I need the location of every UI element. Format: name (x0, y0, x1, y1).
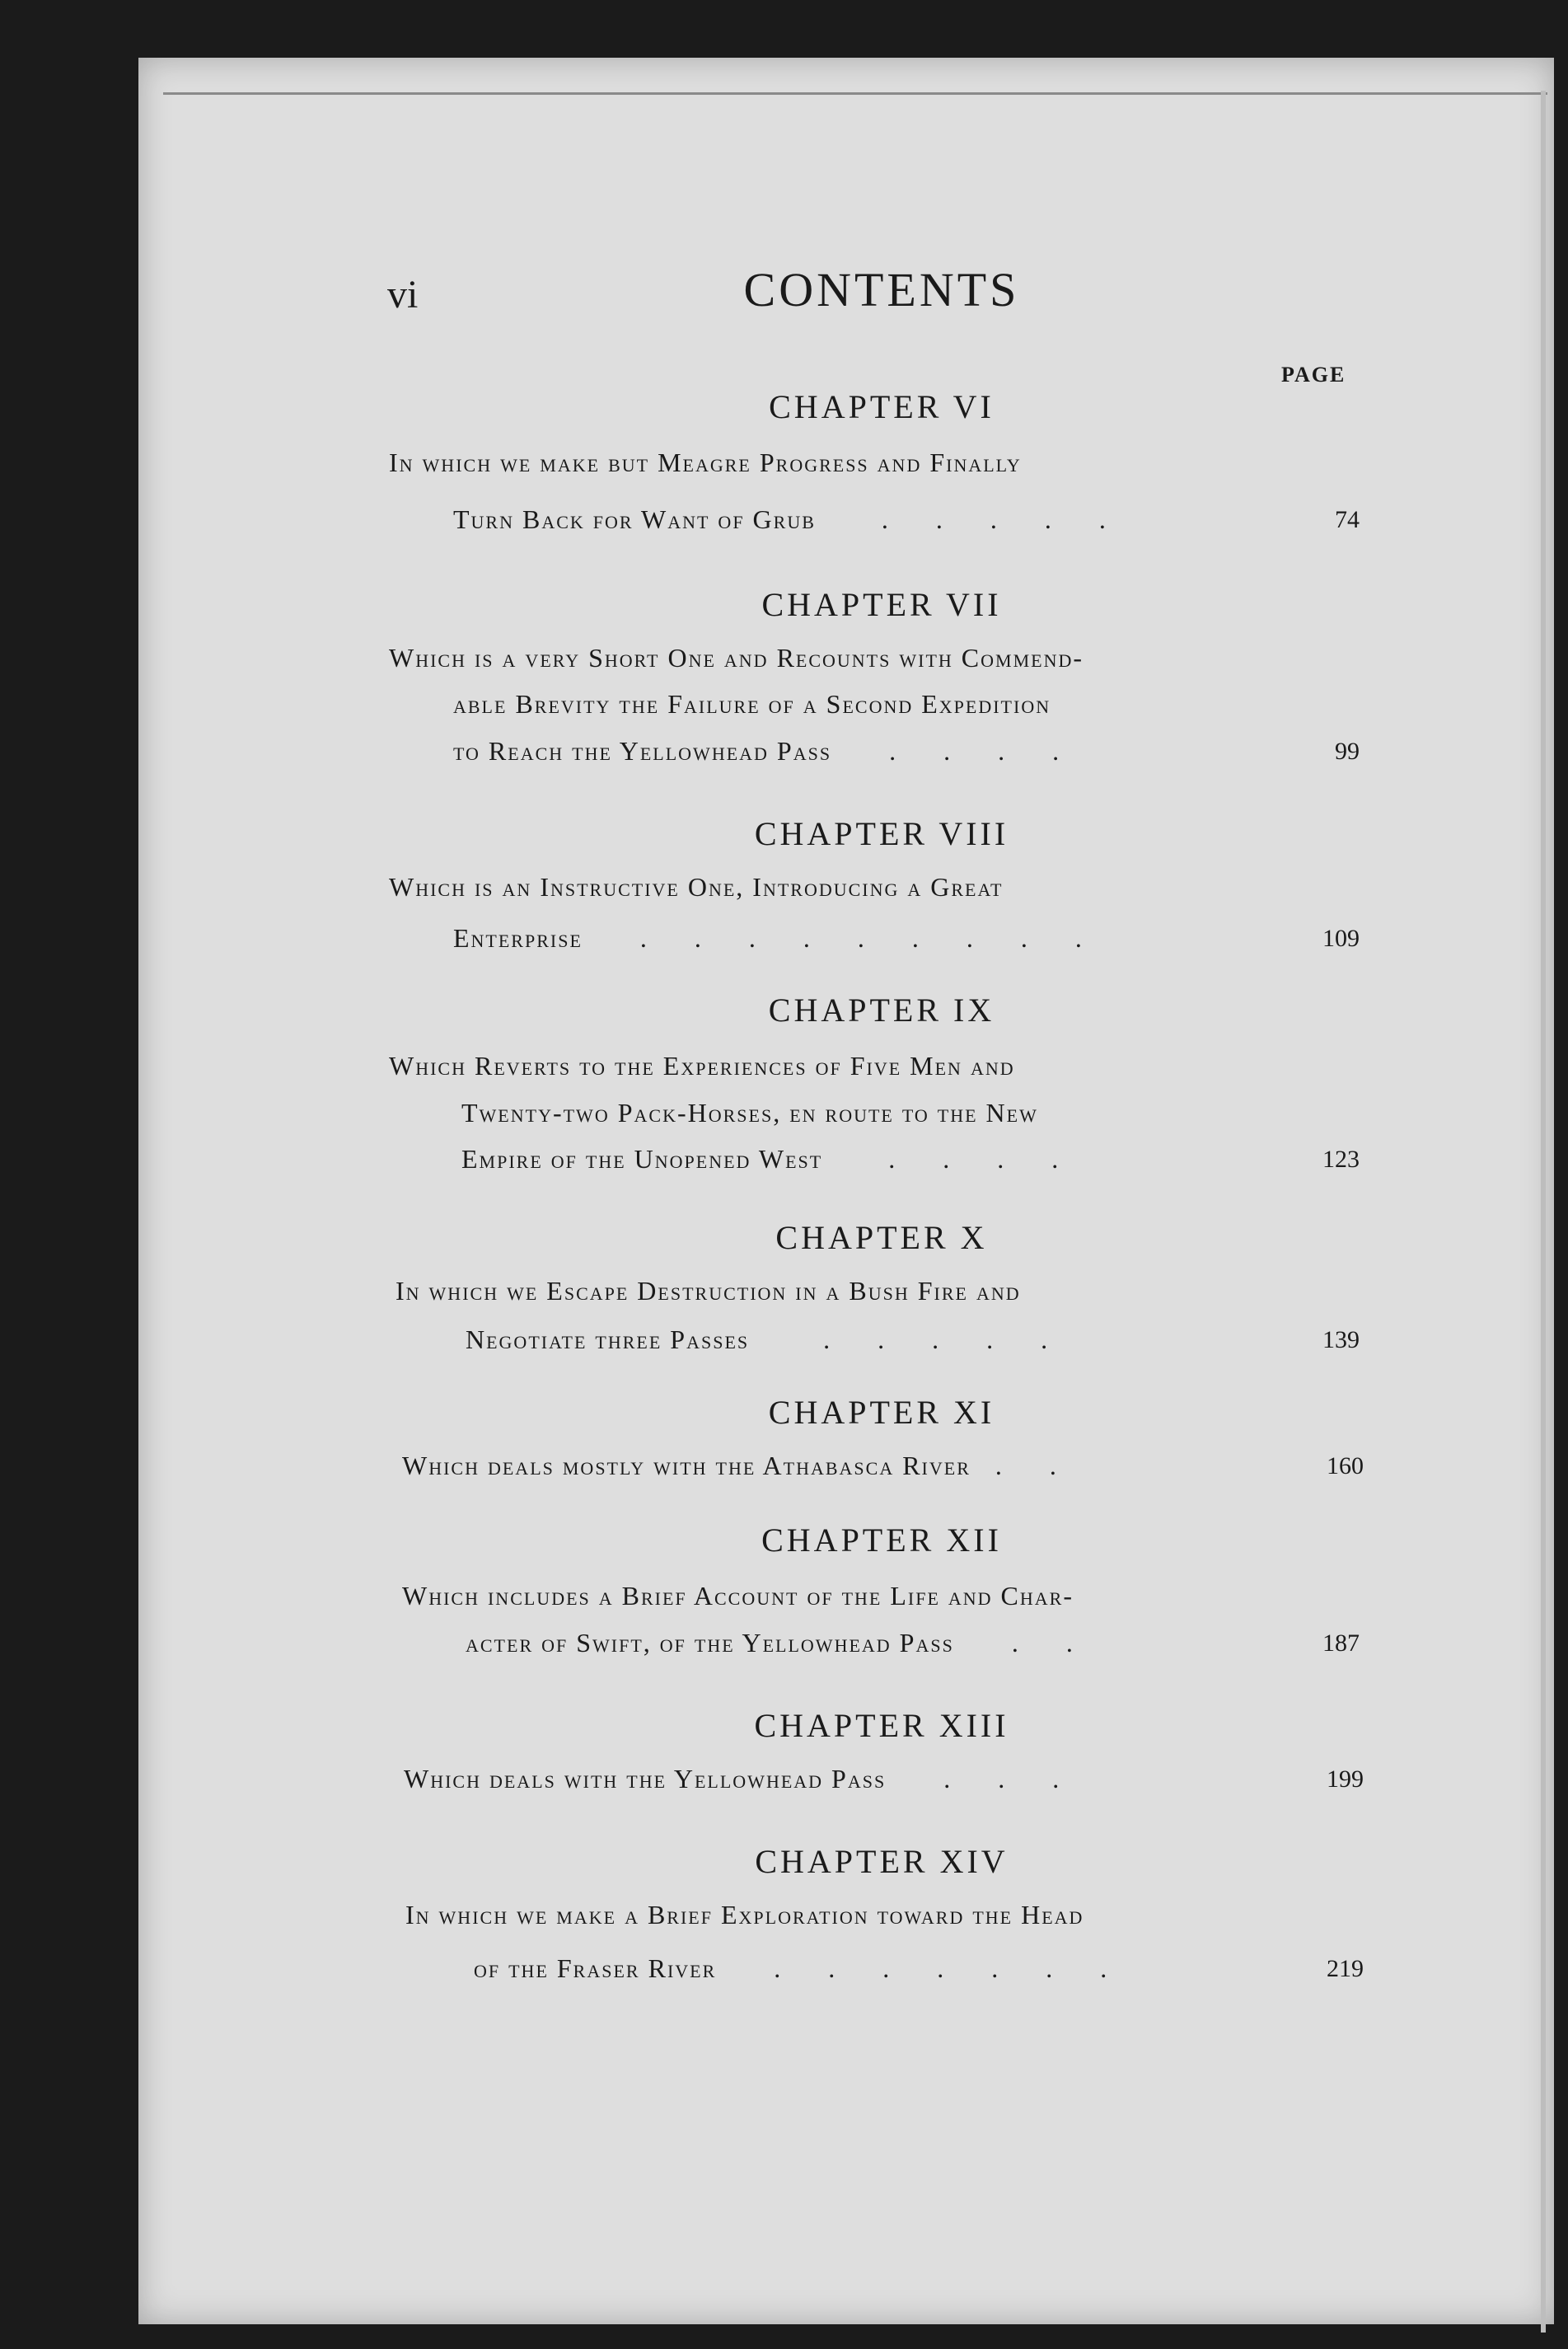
page-number: 199 (1327, 1765, 1364, 1793)
entry-line: Which is a very Short One and Recounts with Commend- (389, 643, 1084, 673)
chapter-heading: CHAPTER XI (768, 1394, 995, 1431)
entry-line: to Reach the Yellowhead Pass .... (453, 736, 1107, 766)
page-right-edge (1541, 91, 1546, 2333)
entry-line: Empire of the Unopened West .... (461, 1144, 1107, 1174)
page-number: 109 (1322, 925, 1360, 952)
entry-line: able Brevity the Failure of a Second Expedition (453, 689, 1051, 719)
entry-line: Which Reverts to the Experiences of Five Men and (389, 1051, 1015, 1081)
page-column-label: PAGE (1281, 363, 1346, 387)
page-top-rule (163, 92, 1547, 95)
chapter-heading: CHAPTER X (775, 1219, 988, 1256)
page-number: 123 (1322, 1146, 1360, 1173)
entry-line: Turn Back for Want of Grub ..... (453, 504, 1154, 534)
entry-line: of the Fraser River ....... (474, 1953, 1155, 1983)
chapter-heading: CHAPTER XIII (754, 1707, 1009, 1744)
chapter-heading: CHAPTER IX (768, 992, 995, 1029)
page-number: 160 (1327, 1452, 1364, 1479)
entry-line: Which is an Instructive One, Introducing a Great (389, 872, 1004, 902)
entry-line: Negotiate three Passes ..... (466, 1325, 1096, 1354)
page-number: 139 (1322, 1326, 1360, 1353)
page-number: 99 (1335, 738, 1360, 765)
entry-line: Which includes a Brief Account of the Life and Char- (402, 1581, 1074, 1611)
chapter-heading: CHAPTER VIII (754, 815, 1009, 852)
entry-line: Which deals with the Yellowhead Pass ... (404, 1764, 1107, 1793)
chapter-heading: CHAPTER XIV (755, 1843, 1009, 1880)
page-number: 187 (1322, 1629, 1360, 1657)
entry-line: Which deals mostly with the Athabasca River .. (402, 1451, 1104, 1480)
entry-line: In which we make a Brief Exploration toward the Head (405, 1900, 1084, 1929)
page-number: 219 (1327, 1955, 1364, 1982)
entry-line: Twenty-two Pack-Horses, en route to the New (461, 1098, 1038, 1128)
entry-line: acter of Swift, of the Yellowhead Pass .. (466, 1628, 1121, 1657)
page-number: 74 (1335, 506, 1360, 533)
entry-line: In which we Escape Destruction in a Bush Fire and (396, 1276, 1021, 1306)
entry-line: Enterprise ......... (453, 923, 1130, 953)
chapter-heading: CHAPTER XII (761, 1521, 1002, 1559)
chapter-heading: CHAPTER VII (761, 586, 1002, 623)
page-folio: vi (387, 273, 419, 316)
entry-line: In which we make but Meagre Progress and Finally (389, 448, 1022, 477)
chapter-heading: CHAPTER VI (769, 388, 995, 425)
page-title: CONTENTS (743, 263, 1020, 316)
